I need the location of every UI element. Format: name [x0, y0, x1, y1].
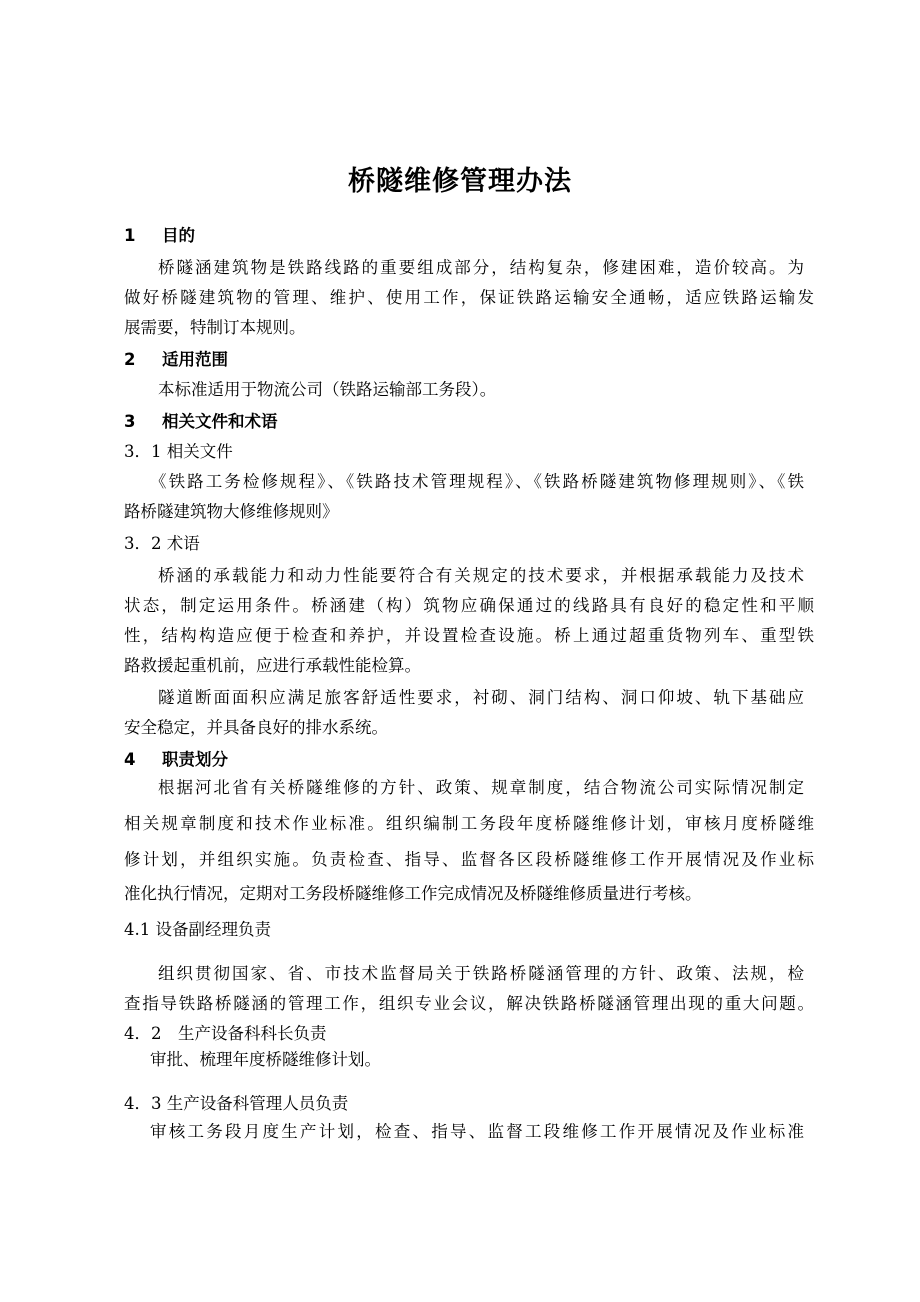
subsection-3-1-heading: 3．1 相关文件 [124, 442, 233, 461]
paragraph-line: 展需要，特制订本规则。 [124, 318, 306, 337]
section-title: 职责划分 [162, 750, 228, 769]
paragraph-line: 路救援起重机前，应进行承载性能检算。 [124, 656, 421, 675]
paragraph-line: 查指导铁路桥隧涵的管理工作，组织专业会议，解决铁路桥隧涵管理出现的重大问题。 [124, 994, 814, 1013]
document-title: 桥隧维修管理办法 [348, 166, 572, 197]
subsection-4-3-heading: 4．3 生产设备科管理人员负责 [124, 1094, 349, 1113]
paragraph-line: 修计划，并组织实施。负责检查、指导、监督各区段桥隧维修工作开展情况及作业标 [124, 850, 814, 869]
paragraph-line: 安全稳定，并具备良好的排水系统。 [124, 718, 388, 737]
subsection-4-2-heading: 4．2 生产设备科科长负责 [124, 1024, 327, 1043]
section-1-heading [124, 224, 814, 248]
paragraph-line: 性，结构构造应便于检查和养护，并设置检查设施。桥上通过超重货物列车、重型铁 [124, 626, 814, 645]
paragraph-line: 隧道断面面积应满足旅客舒适性要求，衬砌、洞门结构、洞口仰坡、轨下基础应 [158, 688, 804, 707]
paragraph-line: 桥涵的承载能力和动力性能要符合有关规定的技术要求，并根据承载能力及技术 [158, 566, 804, 585]
paragraph-line: 根据河北省有关桥隧维修的方针、政策、规章制度，结合物流公司实际情况制定 [158, 778, 804, 797]
section-number: 4 [124, 750, 136, 769]
paragraph-line: 桥隧涵建筑物是铁路线路的重要组成部分，结构复杂，修建困难，造价较高。为 [158, 258, 804, 277]
section-2-heading [124, 348, 814, 372]
paragraph-line: 做好桥隧建筑物的管理、维护、使用工作，保证铁路运输安全通畅，适应铁路运输发 [124, 288, 814, 307]
section-title: 相关文件和术语 [162, 412, 278, 431]
subsection-4-1-heading: 4.1 设备副经理负责 [124, 920, 271, 939]
paragraph-line: 路桥隧建筑物大修维修规则》 [124, 502, 339, 521]
section-number: 2 [124, 350, 136, 369]
paragraph-line: 组织贯彻国家、省、市技术监督局关于铁路桥隧涵管理的方针、政策、法规，检 [158, 964, 804, 983]
paragraph-line: 本标准适用于物流公司（铁路运输部工务段）。 [158, 380, 497, 399]
paragraph-line: 审核工务段月度生产计划，检查、指导、监督工段维修工作开展情况及作业标准 [150, 1122, 804, 1141]
paragraph-line: 相关规章制度和技术作业标准。组织编制工务段年度桥隧维修计划，审核月度桥隧维 [124, 814, 814, 833]
paragraph-line: 《铁路工务检修规程》、《铁路技术管理规程》、《铁路桥隧建筑物修理规则》、《铁 [150, 472, 804, 491]
section-3-heading [124, 410, 814, 434]
paragraph-line: 状态，制定运用条件。桥涵建（构）筑物应确保通过的线路具有良好的稳定性和平顺 [124, 596, 814, 615]
section-title: 适用范围 [162, 350, 228, 369]
section-number: 3 [124, 412, 136, 431]
section-4-heading [124, 748, 814, 772]
subsection-3-2-heading: 3．2 术语 [124, 534, 200, 553]
paragraph-line: 审批、梳理年度桥隧维修计划。 [150, 1050, 381, 1069]
section-title: 目的 [162, 226, 195, 245]
section-number: 1 [124, 226, 136, 245]
paragraph-line: 准化执行情况，定期对工务段桥隧维修工作完成情况及桥隧维修质量进行考核。 [124, 884, 702, 903]
